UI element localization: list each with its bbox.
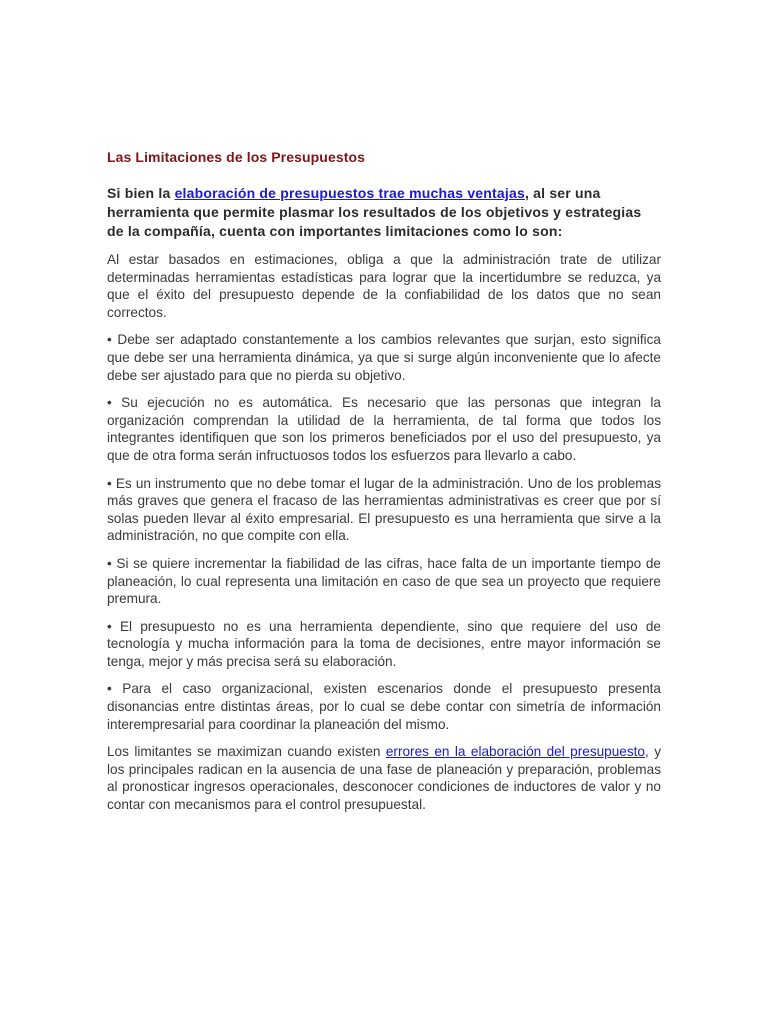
body-paragraph-7: • Para el caso organizacional, existen escenarios donde el presupuesto presenta disonancias entre distintas áreas, por lo cual se debe contar con simetría de información interempresarial para coordinar la planeación del mismo. bbox=[107, 681, 661, 732]
body-paragraph-3: • Su ejecución no es automática. Es necesario que las personas que integran la organización comprendan la utilidad de la herramienta, de tal forma que todos los integrantes identifiquen que son los primeros beneficiados por el uso del presupuesto, ya que de otra forma serán infructuosos todos los esfuerzos para llevarlo a cabo. bbox=[107, 395, 661, 463]
closing-paragraph bbox=[107, 743, 661, 813]
closing-text-after: , y los principales radican en la ausencia de una fase de planeación y preparación, problemas al pronosticar ingresos operacionales, desconocer condiciones de inductores de valor y no contar con mecanismos para el control presupuestal. bbox=[107, 744, 661, 813]
intro-text-after: , al ser una herramienta que permite plasmar los resultados de los objetivos y estrategias de la compañía, cuenta con importantes limitaciones como lo son: bbox=[107, 185, 642, 239]
intro-text-before: Si bien la bbox=[107, 185, 175, 201]
body-paragraph-4: • Es un instrumento que no debe tomar el lugar de la administración. Uno de los problemas más graves que genera el fracaso de las herramientas administrativas es creer que por sí solas pueden llevar al éxito empresarial. El presupuesto es una herramienta que sirve a la administración, no que compite con ella. bbox=[107, 475, 661, 544]
intro-paragraph bbox=[107, 184, 661, 241]
intro-link[interactable]: elaboración de presupuestos trae muchas ventajas bbox=[174, 185, 525, 201]
body-paragraph-1: Al estar basados en estimaciones, obliga a que la administración trate de utilizar determinadas herramientas estadísticas para lograr que la incertidumbre se reduzca, ya que el éxito del presupuesto depende de la confiabilidad de los datos que no sean correctos. bbox=[107, 252, 661, 320]
page-title: Las Limitaciones de los Presupuestos bbox=[107, 149, 366, 165]
body-paragraph-5: • Si se quiere incrementar la fiabilidad de las cifras, hace falta de un importante tiempo de planeación, lo cual representa una limitación en caso de que sea un proyecto que requiere premura. bbox=[107, 555, 661, 607]
closing-link[interactable]: errores en la elaboración del presupuesto bbox=[385, 744, 645, 760]
closing-text-before: Los limitantes se maximizan cuando existen bbox=[107, 744, 386, 760]
body-paragraph-2: • Debe ser adaptado constantemente a los cambios relevantes que surjan, esto significa que debe ser una herramienta dinámica, ya que si surge algún inconveniente que lo afecte debe ser ajustado para que no pierda su objetivo. bbox=[107, 332, 661, 383]
document-page bbox=[107, 148, 661, 824]
body-paragraph-6: • El presupuesto no es una herramienta dependiente, sino que requiere del uso de tecnología y mucha información para la toma de decisiones, entre mayor información se tenga, mejor y más precisa será su elaboración. bbox=[107, 618, 661, 669]
